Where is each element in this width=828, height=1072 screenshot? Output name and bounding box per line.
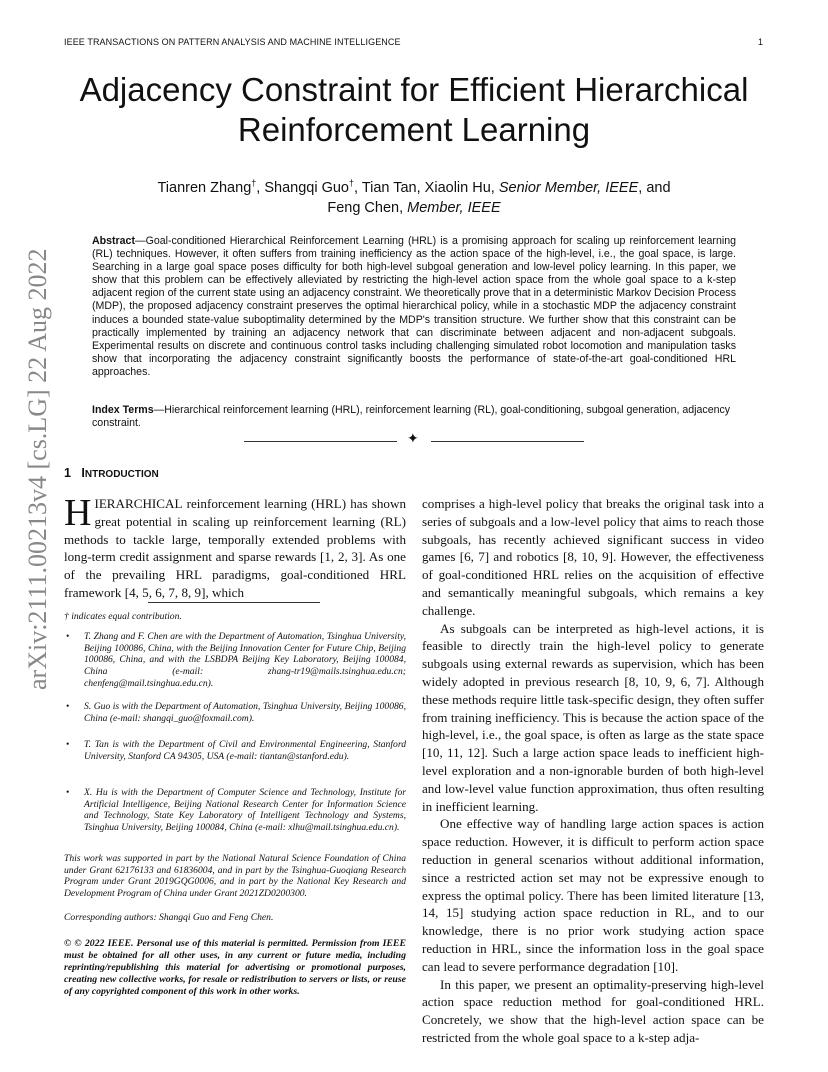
abstract — [92, 235, 736, 379]
bullet-icon: • — [66, 701, 70, 712]
section-title-initial: I — [81, 466, 85, 480]
section-heading — [64, 466, 159, 480]
author-name: Shangqi Guo — [264, 179, 349, 196]
paragraph: As subgoals can be interpreted as high-level actions, it is feasible to directly train the high-level policy to generate subgoals using external rewards as supervision, which has been widely adopted in previous research [8, 10, 9, 6, 7]. Although these methods require little task-specific design, they often suffer from training inefficiency. This is because the action space of the high-level, i.e., the goal space, is often as large as the state space [10, 11, 12]. Such a large action space leads to inefficient high-level exploration and a non-ignorable burden of both high-level and low-level value function approximation, thus often resulting in inefficient learning. — [422, 620, 764, 814]
divider-star-icon: ✦ — [407, 432, 419, 447]
section-title-rest: NTRODUCTION — [84, 469, 159, 480]
author-conjunction: , and — [638, 179, 671, 196]
index-terms — [92, 404, 736, 430]
intro-paragraph — [64, 492, 406, 602]
first-word: IERARCHICAL — [94, 496, 183, 511]
page-number: 1 — [758, 37, 764, 47]
right-column — [422, 495, 764, 1047]
footnote-text: T. Zhang and F. Chen are with the Department of Automation, Tsinghua University, Beijing 100086, China, with the Beijing Innovation Center for Future Chip, Beijing 100086, China, and with the LSBDPA Beijing Key Laboratory, Beijing 100084, China (e-mail: zhang-tr19@mails.tsinghua.edu.cn; chenfeng@mail.tsinghua.edu.cn). — [84, 631, 406, 689]
paragraph-text: reinforcement learning (HRL) has shown great potential in scaling up reinforcement learning (RL) methods to tackle large, temporally extended problems with long-term credit assignment and sparse rewards [1, 2, 3]. As one of the prevailing HRL paradigms, goal-conditioned HRL framework [4, 5, 6, 7, 8, 9], which — [64, 496, 406, 600]
footnote-rule — [148, 602, 320, 603]
index-terms-label: Index Terms — [92, 404, 154, 416]
footnote-text: T. Tan is with the Department of Civil and Environmental Engineering, Stanford University, Stanford CA 94305, USA (e-mail: tiantan@stanford.edu). — [84, 739, 406, 762]
footnote-equal-contribution: † indicates equal contribution. — [64, 611, 182, 622]
paragraph: One effective way of handling large action spaces is action space reduction. However, it is difficult to perform action space reduction in general scenarios without additional information, since a restricted action set may not be expressive enough to express the optimal policy. There has been limited literature [13, 14, 15] studying action space reduction in RL, and to our knowledge, there is no prior work studying action space reduction in HRL, since the information loss in the goal space can lead to severe performance degradation [10]. — [422, 816, 764, 974]
divider-line-right — [431, 441, 584, 442]
abstract-label: Abstract — [92, 235, 135, 247]
author-line-2 — [64, 198, 764, 218]
author-title: Senior Member, IEEE — [498, 179, 639, 196]
footnote-affiliation — [64, 739, 406, 762]
section-number: 1 — [64, 466, 71, 480]
paragraph: comprises a high-level policy that breaks the original task into a series of subgoals and a low-level policy that aims to reach those subgoals, has recently achieved significant success in video games [6, 7] and robotics [8, 10, 9]. However, the effectiveness of goal-conditioned HRL relies on the acquisition of effective and semantically meaningful subgoals, which remains a key challenge. — [422, 496, 764, 618]
footnote-text: S. Guo is with the Department of Automation, Tsinghua University, Beijing 100086, China (e-mail: shangqi_guo@foxmail.com). — [84, 701, 406, 724]
footnote-corresponding: Corresponding authors: Shangqi Guo and Feng Chen. — [64, 912, 274, 923]
author-name: Tian Tan, Xiaolin Hu, — [361, 179, 495, 196]
abstract-text: —Goal-conditioned Hierarchical Reinforcement Learning (HRL) is a promising approach for scaling up reinforcement learning (RL) techniques. However, it often suffers from training inefficiency as the action space of the high-level, i.e., the goal space, is large. Searching in a large goal space poses difficulty for both high-level subgoal generation and low-level policy learning. In this paper, we show that this problem can be effectively alleviated by restricting the high-level action space from the whole goal space to a k-step adjacent region of the current state using an adjacency constraint. We theoretically prove that in a deterministic Markov Decision Process (MDP), the proposed adjacency constraint preserves the optimal hierarchical policy, while in a stochastic MDP the adjacency constraint induces a bounded state-value suboptimality determined by the MDP's transition structure. We further show that this constraint can be practically implemented by training an adjacency network that can discriminate between adjacent and non-adjacent subgoals. Experimental results on discrete and continuous control tasks including challenging simulated robot locomotion and manipulation tasks show that incorporating the adjacency constraint significantly boosts the performance of state-of-the-art goal-conditioned HRL approaches. — [92, 235, 736, 378]
divider-line-left — [244, 441, 397, 442]
paragraph: In this paper, we present an optimality-preserving high-level action space reduction method for goal-conditioned HRL. Concretely, we show that the high-level action space can be restricted from the whole goal space to a k-step adja- — [422, 976, 764, 1045]
running-head: IEEE TRANSACTIONS ON PATTERN ANALYSIS AND MACHINE INTELLIGENCE — [64, 37, 401, 47]
bullet-icon: • — [66, 631, 70, 642]
author-title: Member, IEEE — [407, 199, 501, 216]
author-name: Feng Chen, — [327, 199, 404, 216]
left-column — [64, 492, 406, 602]
drop-cap: H — [64, 492, 92, 534]
bullet-icon: • — [66, 739, 70, 750]
footnote-affiliation — [64, 631, 406, 690]
footnote-funding: This work was supported in part by the National Natural Science Foundation of China under Grant 62176133 and 61836004, and in part by the Tsinghua-Guoqiang Research Program under Grant 2019GQG0006, and in part by the National Key Research and Development Program of China under Grant 2021ZD0200300. — [64, 853, 406, 900]
dagger-mark: † — [251, 178, 257, 188]
bullet-icon: • — [66, 787, 70, 798]
title-line-1: Adjacency Constraint for Efficient Hierarchical — [79, 71, 749, 108]
index-terms-text: —Hierarchical reinforcement learning (HRL), reinforcement learning (RL), goal-conditioning, subgoal generation, adjacency constraint. — [92, 404, 731, 430]
copyright-notice: © © 2022 IEEE. Personal use of this material is permitted. Permission from IEEE must be obtained for all other uses, in any current or future media, including reprinting/republishing this material for advertising or promotional purposes, creating new collective works, for resale or redistribution to servers or lists, or reuse of any copyrighted component of this work in other works. — [64, 938, 406, 997]
author-name: Tianren Zhang — [157, 179, 252, 196]
dagger-mark: † — [349, 178, 355, 188]
author-list — [64, 173, 764, 218]
footnote-text: X. Hu is with the Department of Computer Science and Technology, Institute for Artificial Intelligence, Beijing National Research Center for Information Science and Technology, State Key Laboratory of Intelligent Technology and Systems, Tsinghua University, Beijing 100084, China (e-mail: xlhu@mail.tsinghua.edu.cn). — [84, 787, 406, 834]
arxiv-stamp: arXiv:2111.00213v4 [cs.LG] 22 Aug 2022 — [23, 248, 52, 690]
footnote-affiliation — [64, 787, 406, 834]
author-line-1: Tianren Zhang†, Shangqi Guo†, Tian Tan, Xiaolin Hu, Senior Member, IEEE, and — [157, 178, 671, 196]
title-line-2: Reinforcement Learning — [237, 111, 591, 148]
footnote-affiliation — [64, 701, 406, 724]
paper-title — [64, 70, 764, 150]
section-divider — [244, 433, 584, 449]
